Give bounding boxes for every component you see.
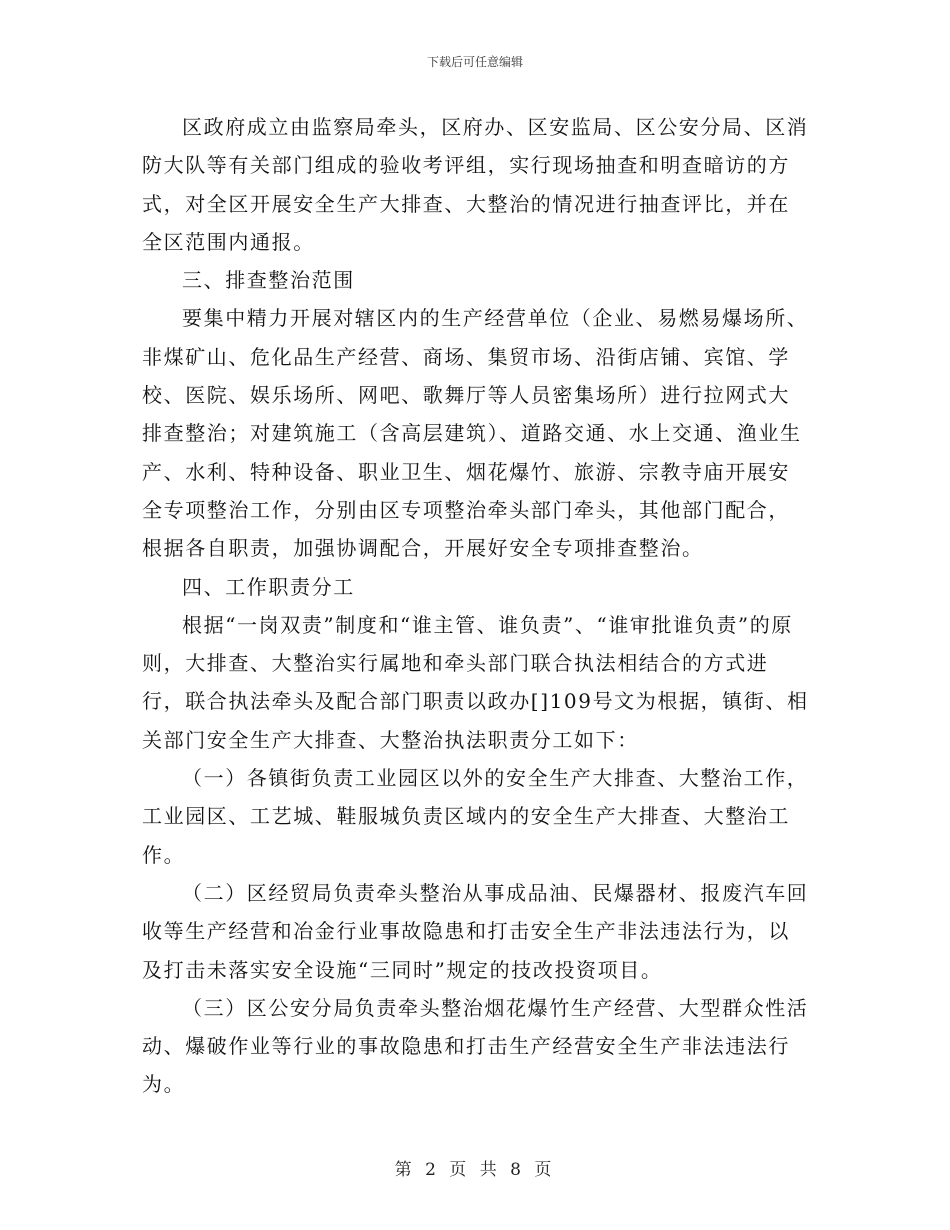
section-heading-duties: 四、工作职责分工 [182,574,355,599]
footer-suffix: 页 [534,1160,556,1180]
footer-middle: 页 共 [449,1160,501,1180]
section-heading-scope: 三、排查整治范围 [182,268,355,293]
page-footer [0,1155,950,1180]
paragraph-duty-1: （一）各镇街负责工业园区以外的安全生产大排查、大整治工作，工业园区、工艺城、鞋服城负责区域内的安全生产大排查、大整治工作。 [142,766,809,867]
footer-page-number: 2 [425,1160,440,1180]
footer-prefix: 第 [394,1160,416,1180]
page-header-note: 下载后可任意编辑 [426,55,523,69]
footer-total-pages: 8 [510,1160,525,1180]
paragraph-scope: 要集中精力开展对辖区内的生产经营单位（企业、易燃易爆场所、非煤矿山、危化品生产经营、商场、集贸市场、沿街店铺、宾馆、学校、医院、娱乐场所、网吧、歌舞厅等人员密集场所）进行拉网式大排查整治；对建筑施工（含高层建筑）、道路交通、水上交通、渔业生产、水利、特种设备、职业卫生、烟花爆竹、旅游、宗教寺庙开展安全专项整治工作，分别由区专项整治牵头部门牵头，其他部门配合，根据各自职责，加强协调配合，开展好安全专项排查整治。 [142,306,809,561]
document-body [142,108,810,1104]
paragraph-duty-2: （二）区经贸局负责牵头整治从事成品油、民爆器材、报废汽车回收等生产经营和冶金行业事故隐患和打击安全生产非法违法行为，以及打击未落实安全设施“三同时”规定的技改投资项目。 [142,880,809,982]
paragraph-inspection-team: 区政府成立由监察局牵头，区府办、区安监局、区公安分局、区消防大队等有关部门组成的验收考评组，实行现场抽查和明查暗访的方式，对全区开展安全生产大排查、大整治的情况进行抽查评比，并在全区范围内通报。 [142,115,809,254]
paragraph-duty-3: （三）区公安分局负责牵头整治烟花爆竹生产经营、大型群众性活动、爆破作业等行业的事故隐患和打击生产经营安全生产非法违法行为。 [142,995,809,1097]
paragraph-duties-principle: 根据“一岗双责”制度和“谁主管、谁负责”、“谁审批谁负责”的原则，大排查、大整治实行属地和牵头部门联合执法相结合的方式进行，联合执法牵头及配合部门职责以政办[]109号文为根据，镇街、相关部门安全生产大排查、大整治执法职责分工如下： [142,612,809,752]
